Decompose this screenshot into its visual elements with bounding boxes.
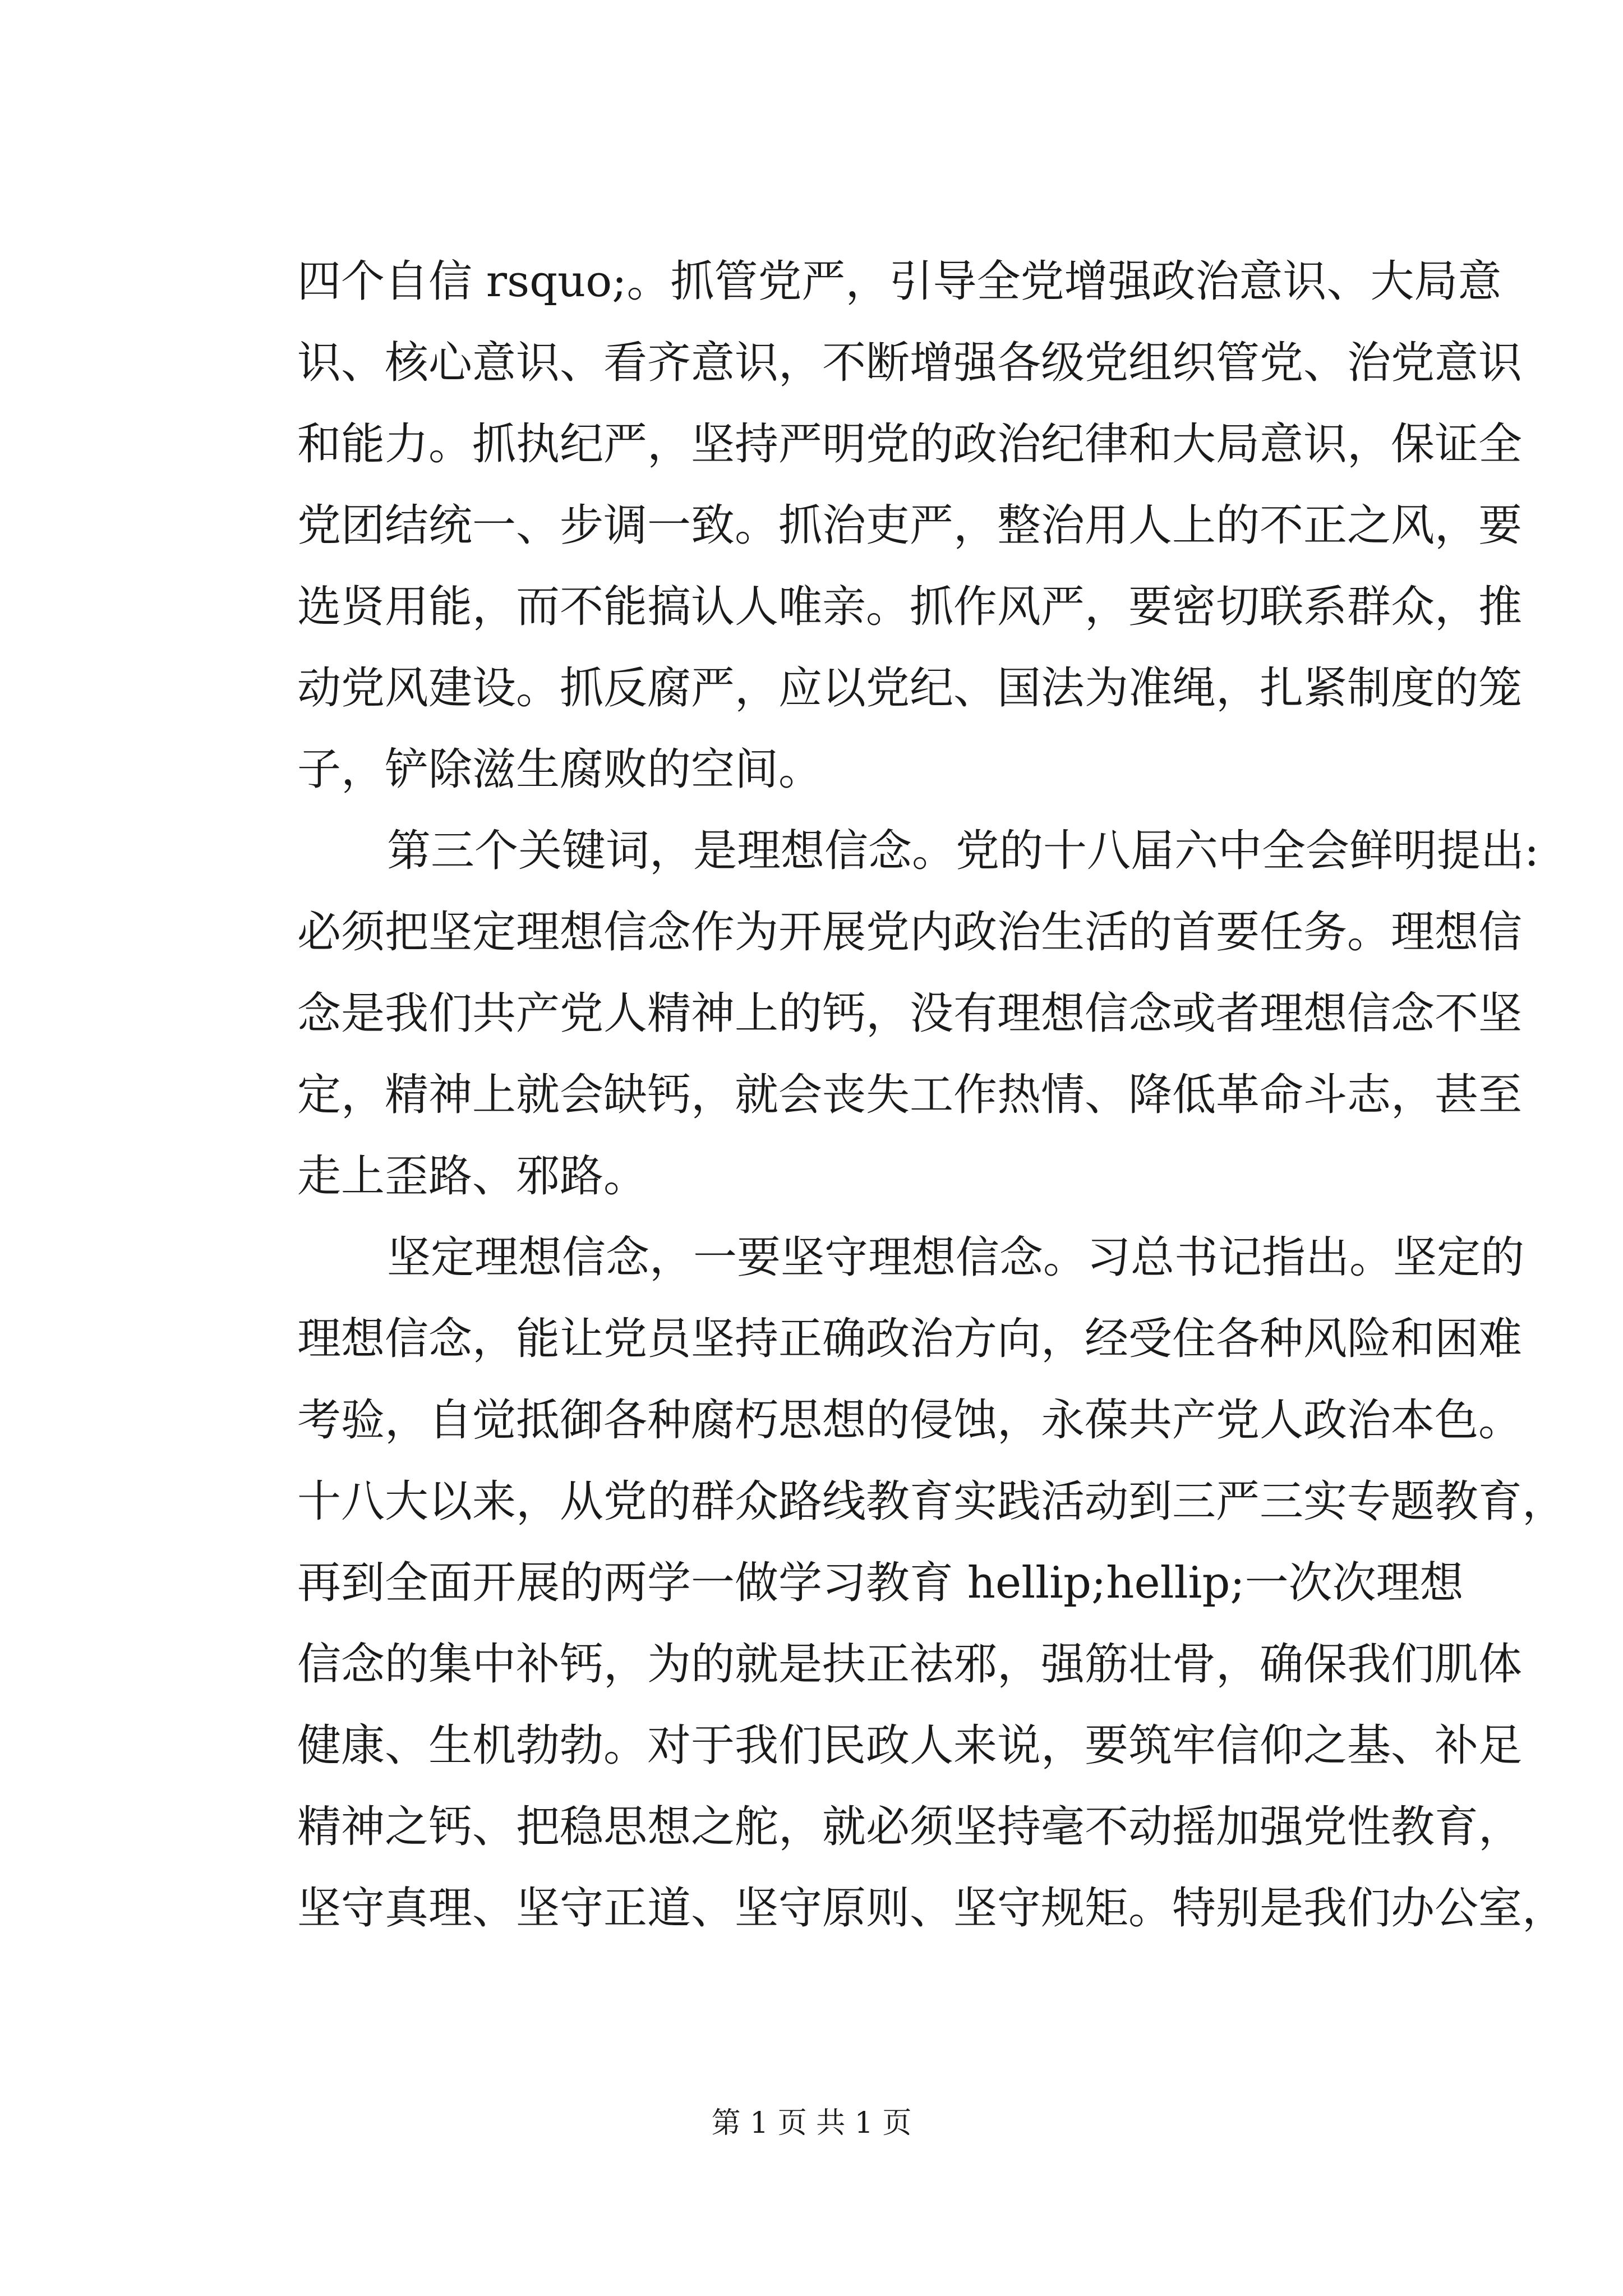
text-line: 健康、生机勃勃。对于我们民政人来说，要筑牢信仰之基、补足	[297, 1720, 1523, 1771]
text-line: 定，精神上就会缺钙，就会丧失工作热情、降低革命斗志，甚至	[297, 1070, 1523, 1120]
text-line: 四个自信 rsquo;。抓管党严，引导全党增强政治意识、大局意	[297, 256, 1502, 307]
page-number-footer: 第 1 页 共 1 页	[711, 2106, 912, 2140]
paragraph-first-line: 坚定理想信念，一要坚守理想信念。习总书记指出。坚定的	[387, 1232, 1525, 1283]
text-line: 动党风建设。抓反腐严，应以党纪、国法为准绳，扎紧制度的笼	[297, 663, 1523, 714]
document-body	[297, 241, 1566, 1949]
text-line: 党团结统一、步调一致。抓治吏严，整治用人上的不正之风，要	[297, 500, 1523, 551]
text-line: 坚守真理、坚守正道、坚守原则、坚守规矩。特别是我们办公室，	[297, 1883, 1566, 1934]
text-line: 选贤用能，而不能搞认人唯亲。抓作风严，要密切联系群众，推	[297, 582, 1523, 632]
text-line: 必须把坚定理想信念作为开展党内政治生活的首要任务。理想信	[297, 907, 1523, 958]
text-line: 信念的集中补钙，为的就是扶正祛邪，强筋壮骨，确保我们肌体	[297, 1639, 1523, 1690]
paragraph-first-line: 第三个关键词，是理想信念。党的十八届六中全会鲜明提出:	[387, 826, 1539, 876]
text-line: 念是我们共产党人精神上的钙，没有理想信念或者理想信念不坚	[297, 988, 1523, 1039]
text-line: 精神之钙、把稳思想之舵，就必须坚持毫不动摇加强党性教育，	[297, 1802, 1523, 1852]
text-line: 子，铲除滋生腐败的空间。	[297, 744, 823, 795]
text-line: 再到全面开展的两学一做学习教育 hellip;hellip;一次次理想	[297, 1558, 1464, 1608]
text-line: 走上歪路、邪路。	[297, 1151, 648, 1202]
text-line: 识、核心意识、看齐意识，不断增强各级党组织管党、治党意识	[297, 338, 1523, 388]
text-line: 理想信念，能让党员坚持正确政治方向，经受住各种风险和困难	[297, 1314, 1523, 1364]
text-line: 十八大以来，从党的群众路线教育实践活动到三严三实专题教育，	[297, 1476, 1566, 1527]
text-line: 考验，自觉抵御各种腐朽思想的侵蚀，永葆共产党人政治本色。	[297, 1395, 1523, 1446]
text-line: 和能力。抓执纪严，坚持严明党的政治纪律和大局意识，保证全	[297, 419, 1523, 470]
